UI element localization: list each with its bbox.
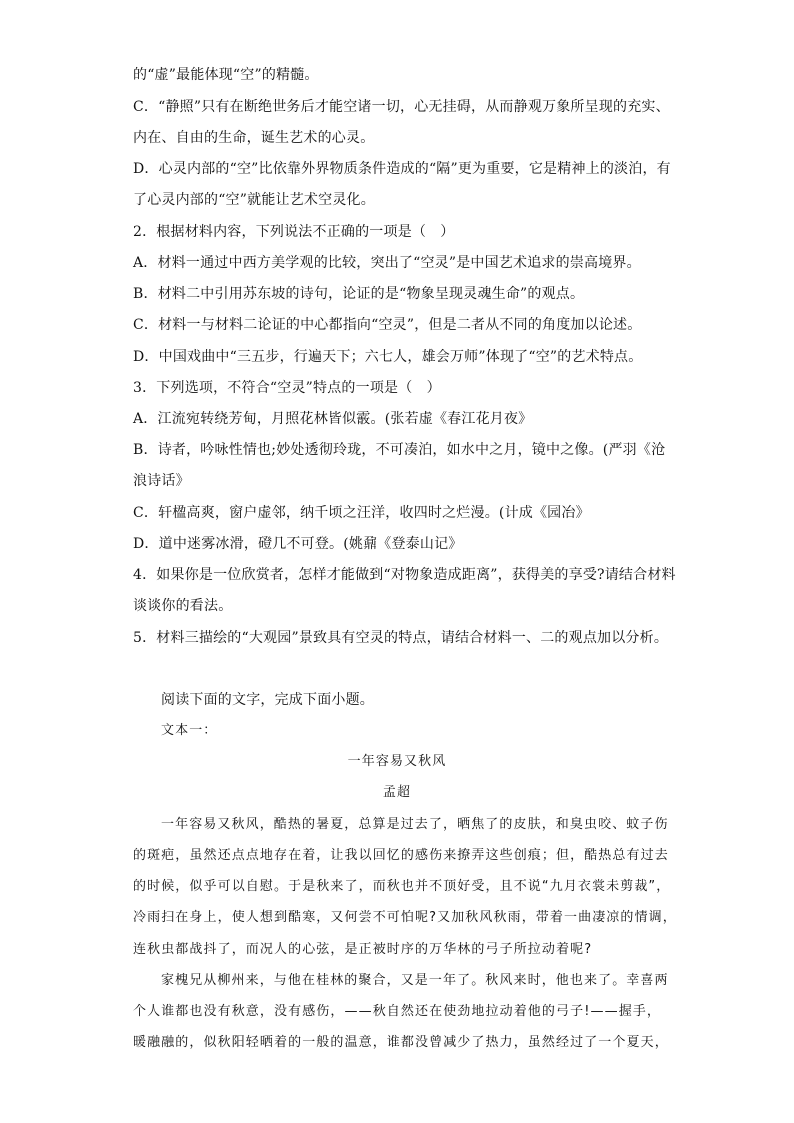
option-a-line: A．材料一通过中西方美学观的比较，突出了“空灵”是中国艺术追求的崇高境界。 [133, 255, 641, 271]
option-a-line: A．江流宛转绕芳甸，月照花林皆似霰。(张若虚《春江花月夜》 [133, 411, 533, 427]
essay-paragraph-line: 冷雨扫在身上，使人想到酷寒，又何尝不可怕呢?又加秋风秋雨，带着一曲凄凉的情调， [133, 910, 677, 925]
essay-paragraph-line: 家槐兄从柳州来，与他在桂林的聚合，又是一年了。秋风来时，他也来了。幸喜两 [161, 973, 669, 988]
option-d-line: D．道中迷雾冰滑，磴几不可登。(姚鼐《登泰山记》 [133, 536, 463, 552]
essay-paragraph-line: 连秋虫都战抖了，而况人的心弦，是正被时序的万华林的弓子所拉动着呢? [133, 942, 593, 957]
essay-title: 一年容易又秋风 [347, 754, 447, 769]
option-c-line: C．“静照”只有在断绝世务后才能空诸一切，心无挂碍，从而静观万象所呈现的充实、 [133, 99, 670, 115]
text-line: 的“虚”最能体现“空”的精髓。 [133, 67, 319, 83]
option-d-line: D．心灵内部的“空”比依靠外界物质条件造成的“隔”更为重要，它是精神上的淡泊，有 [133, 161, 671, 177]
question-3: 3．下列选项，不符合“空灵”特点的一项是（ ） [133, 380, 441, 396]
text-line: 谈谈你的看法。 [133, 598, 233, 614]
question-4: 4．如果你是一位欣赏者，怎样才能做到“对物象造成距离”，获得美的享受?请结合材料 [133, 567, 676, 583]
essay-paragraph-line: 一年容易又秋风，酷热的暑夏，总算是过去了，晒焦了的皮肤，和臭虫咬、蚊子伤 [161, 817, 669, 832]
text-line: 浪诗话》 [133, 473, 190, 489]
question-5: 5．材料三描绘的“大观园”景致具有空灵的特点，请结合材料一、二的观点加以分析。 [133, 630, 669, 646]
reading-instruction: 阅读下面的文字，完成下面小题。 [161, 692, 374, 708]
option-b-line: B．材料二中引用苏东坡的诗句，论证的是“物象呈现灵魂生命”的观点。 [133, 286, 585, 302]
essay-paragraph-line: 的斑疤，虽然还点点地存在着，让我以回忆的感伤来撩弄这些创痕；但，酷热总有过去 [133, 848, 669, 863]
option-c-line: C．轩楹高爽，窗户虚邻，纳千顷之汪洋，收四时之烂漫。(计成《园冶》 [133, 505, 590, 521]
text-line: 内在、自由的生命，诞生艺术的心灵。 [133, 130, 375, 146]
reading-text-label: 文本一： [161, 723, 218, 738]
text-line: 了心灵内部的“空”就能让艺术空灵化。 [133, 192, 375, 208]
essay-paragraph-line: 个人谁都也没有秋意，没有感伤，——秋自然还在使劲地拉动着他的弓子!——握手， [133, 1004, 662, 1019]
question-2: 2．根据材料内容，下列说法不正确的一项是（ ） [133, 224, 455, 240]
essay-author: 孟超 [382, 785, 412, 800]
essay-paragraph-line: 的时候，似乎可以自慰。于是秋来了，而秋也并不顶好受，且不说“九月衣裳未剪裁”， [133, 879, 671, 894]
essay-paragraph-line: 暖融融的，似秋阳轻晒着的一般的温意，谁都没曾减少了热力，虽然经过了一个夏天， [133, 1035, 669, 1050]
option-d-line: D．中国戏曲中“三五步，行遍天下；六七人，雄会万师”体现了“空”的艺术特点。 [133, 349, 643, 365]
option-c-line: C．材料一与材料二论证的中心都指向“空灵”，但是二者从不同的角度加以论述。 [133, 317, 642, 333]
option-b-line: B．诗者，吟咏性情也;妙处透彻玲珑，不可凑泊，如水中之月，镜中之像。(严羽《沧 [133, 442, 666, 458]
